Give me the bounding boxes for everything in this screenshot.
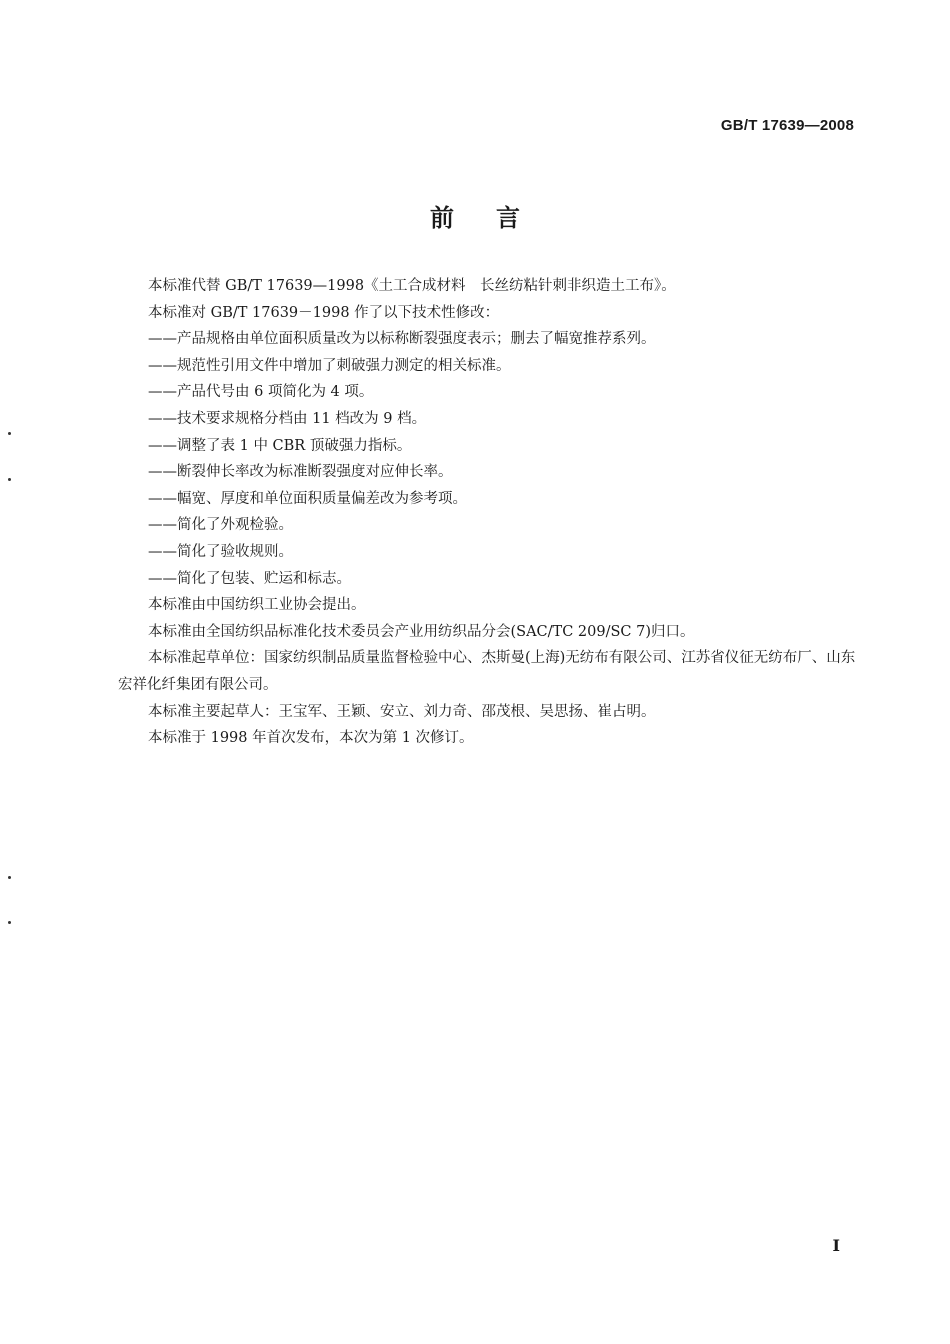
scan-speck [8,876,11,879]
change-item: ——产品规格由单位面积质量改为以标称断裂强度表示；删去了幅宽推荐系列。 [148,331,656,348]
change-item: ——断裂伸长率改为标准断裂强度对应伸长率。 [148,464,453,481]
paragraph-drafters: 本标准主要起草人：王宝军、王颖、安立、刘力奇、邵茂根、吴思扬、崔占明。 [148,703,656,720]
scan-speck [8,478,11,481]
change-item: ——技术要求规格分档由 11 档改为 9 档。 [148,410,427,427]
paragraph-changes-intro: 本标准对 GB/T 17639－1998 作了以下技术性修改： [148,304,500,321]
change-item: ——调整了表 1 中 CBR 顶破强力指标。 [148,437,412,454]
change-item: ——幅宽、厚度和单位面积质量偏差改为参考项。 [148,490,467,507]
change-item: ——简化了包装、贮运和标志。 [148,570,351,587]
page-number: I [832,1236,840,1255]
change-item: ——规范性引用文件中增加了刺破强力测定的相关标准。 [148,357,511,374]
scan-speck [8,921,11,924]
paragraph-history: 本标准于 1998 年首次发布，本次为第 1 次修订。 [148,730,474,747]
change-item: ——简化了验收规则。 [148,543,293,560]
paragraph-drafting-units: 本标准起草单位：国家纺织制品质量监督检验中心、杰斯曼(上海)无纺布有限公司、江苏省仪征无纺布厂、山东宏祥化纤集团有限公司。 [118,650,856,693]
change-item: ——产品代号由 6 项简化为 4 项。 [148,384,374,401]
page-title: 前言 [430,204,562,232]
paragraph-administrator: 本标准由全国纺织品标准化技术委员会产业用纺织品分会(SAC/TC 209/SC 7)归口。 [148,623,695,640]
foreword-body [118,273,858,752]
paragraph-replaces: 本标准代替 GB/T 17639—1998《土工合成材料 长丝纺粘针刺非织造土工布》。 [148,278,676,294]
change-item: ——简化了外观检验。 [148,517,293,534]
scan-speck [8,432,11,435]
paragraph-proposer: 本标准由中国纺织工业协会提出。 [148,597,366,614]
standard-code: GB/T 17639—2008 [720,117,854,134]
